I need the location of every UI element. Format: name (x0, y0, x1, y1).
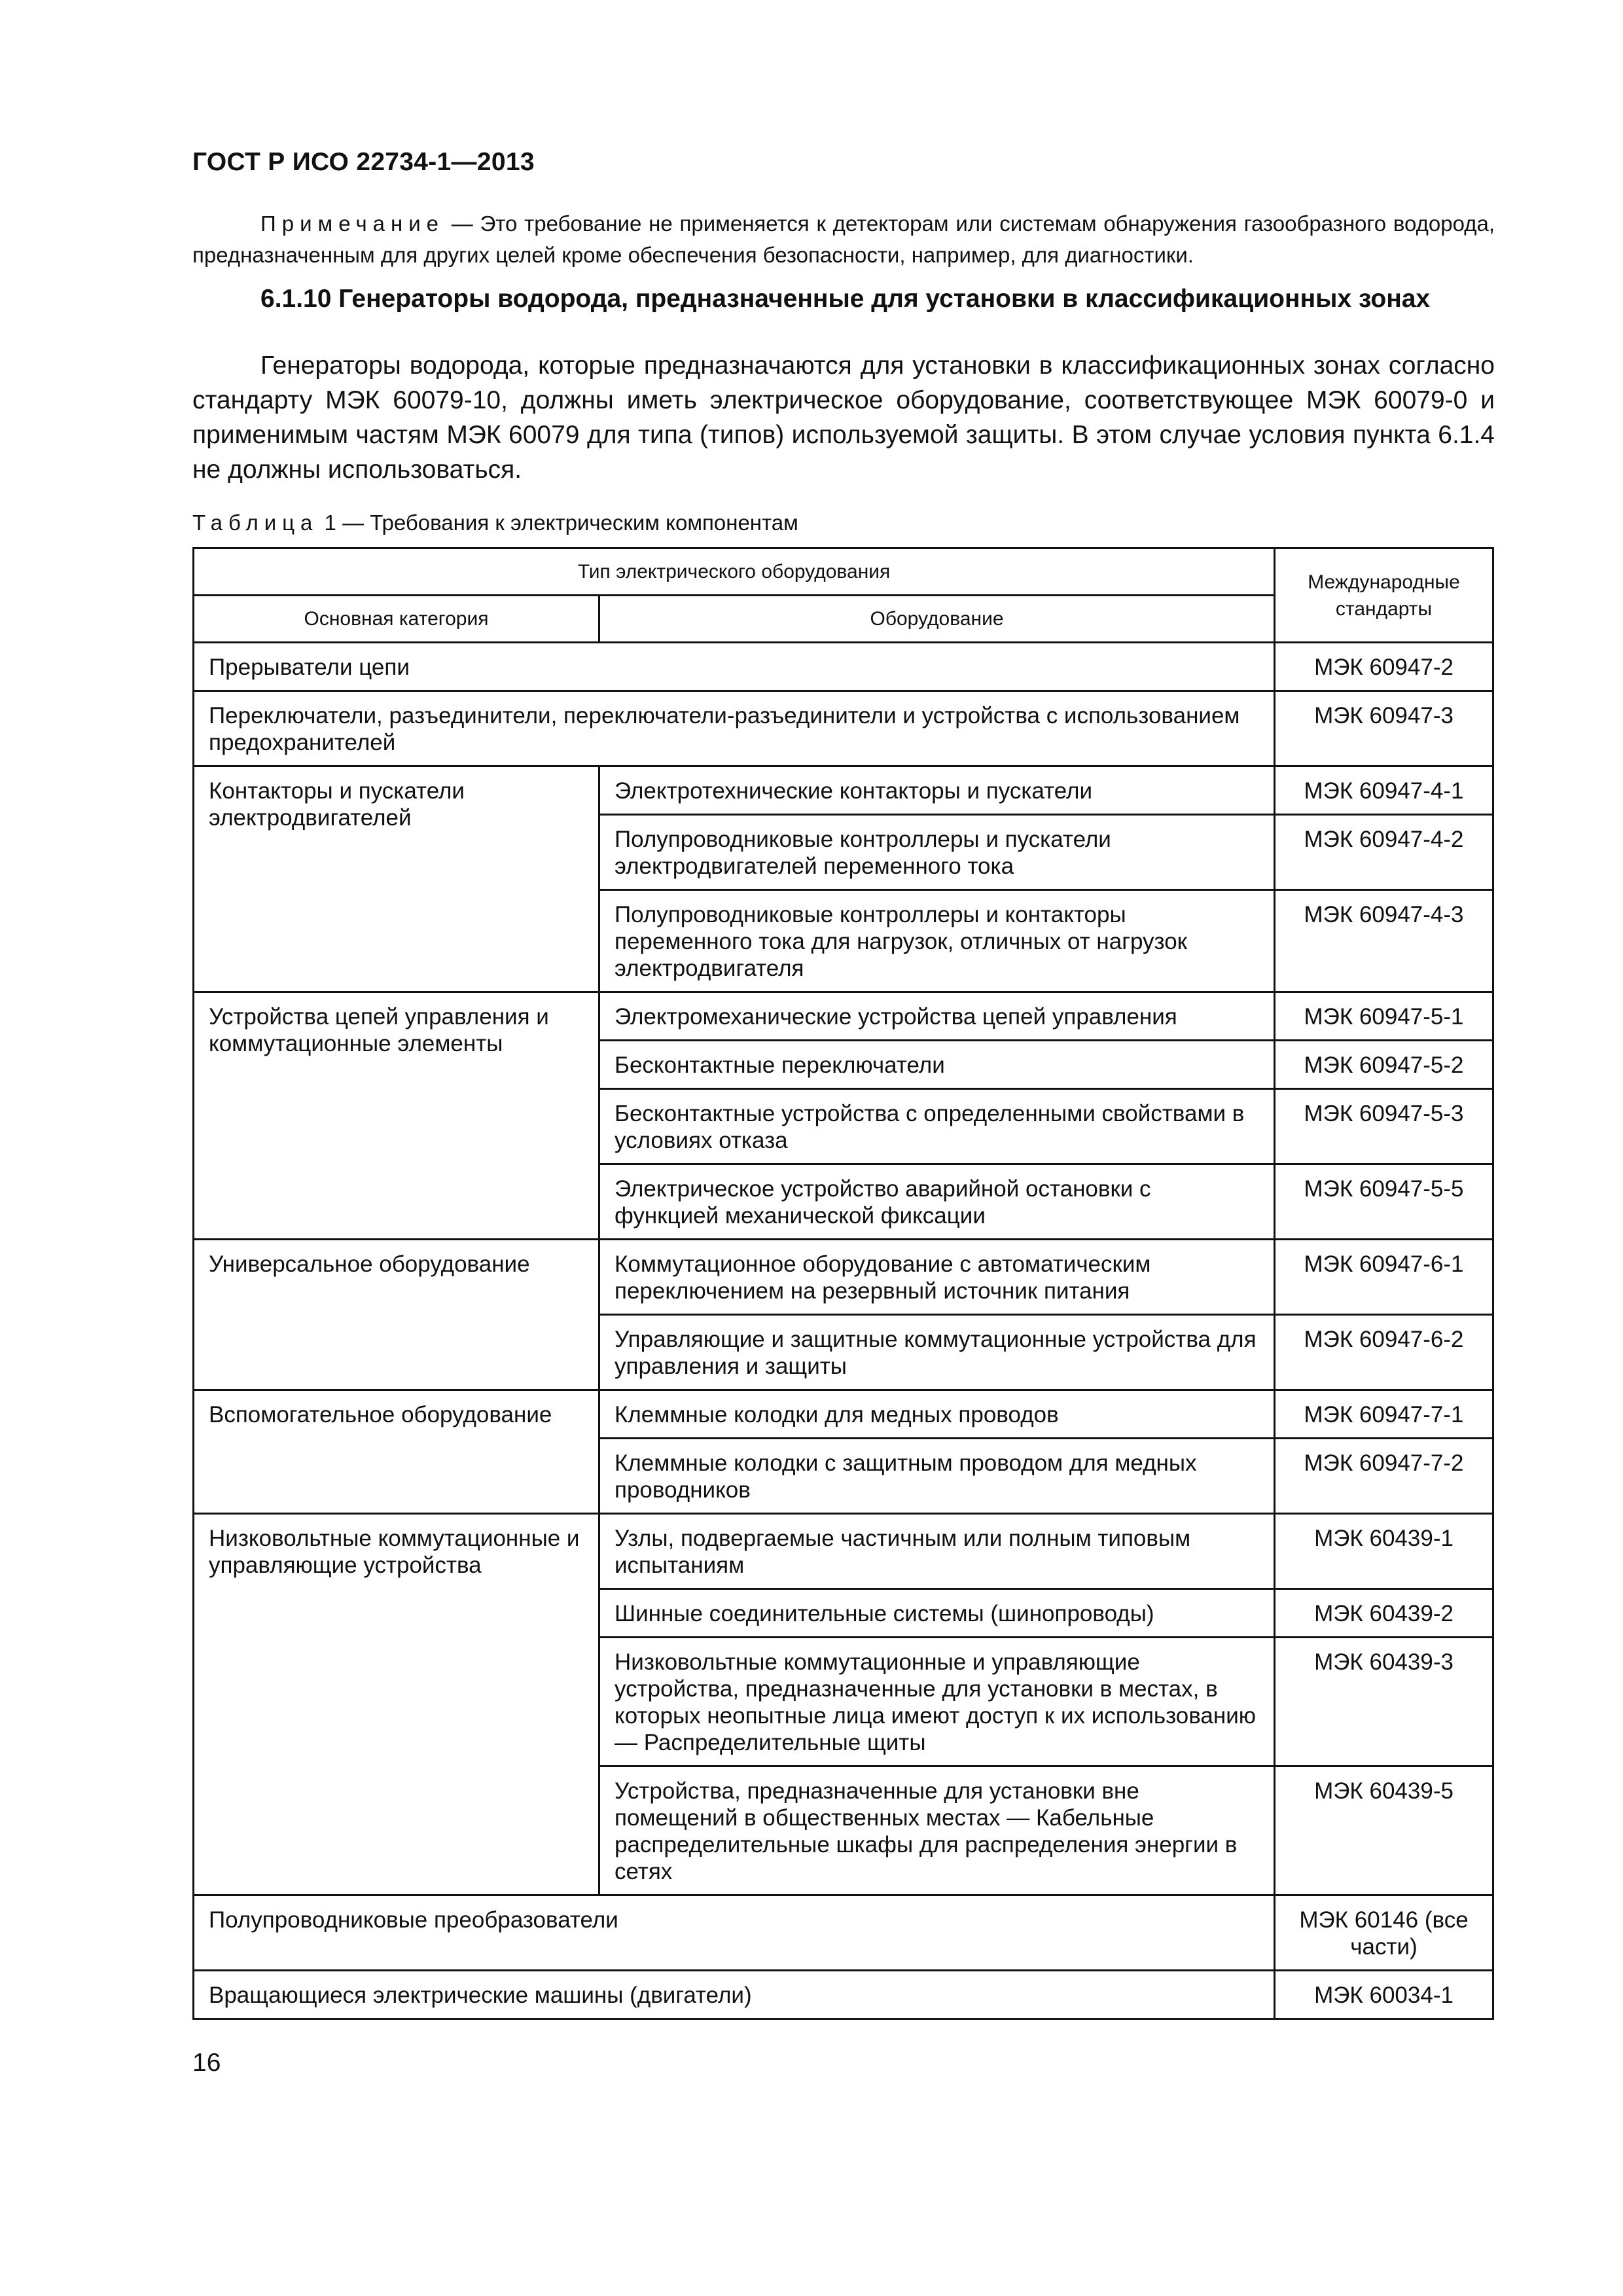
table-row (194, 1895, 1493, 1971)
equipment-cell: Низковольтные коммутационные и управляющие устройства, предназначенные для установки в местах, в которых неопытные лица имеют доступ к их использованию — Распределительные щиты (599, 1638, 1275, 1767)
standard-cell: МЭК 60439-2 (1275, 1589, 1493, 1638)
requirements-table (192, 547, 1494, 2020)
standard-cell: МЭК 60947-3 (1275, 691, 1493, 766)
category-cell: Устройства цепей управления и коммутационные элементы (194, 992, 599, 1240)
standard-cell: МЭК 60947-4-3 (1275, 890, 1493, 992)
standard-cell: МЭК 60947-6-2 (1275, 1315, 1493, 1390)
document-header: ГОСТ Р ИСО 22734-1—2013 (192, 148, 535, 176)
equipment-cell: Бесконтактные устройства с определенными свойствами в условиях отказа (599, 1089, 1275, 1164)
standard-cell: МЭК 60439-3 (1275, 1638, 1493, 1767)
equipment-cell: Бесконтактные переключатели (599, 1041, 1275, 1089)
equipment-cell: Узлы, подвергаемые частичным или полным типовым испытаниям (599, 1514, 1275, 1589)
section-heading: 6.1.10 Генераторы водорода, предназначенные для установки в классификационных зонах (260, 285, 1431, 313)
header-category: Основная категория (194, 596, 599, 643)
table-row (194, 766, 1493, 815)
table-cell: Вращающиеся электрические машины (двигатели) (194, 1971, 1275, 2019)
table-row (194, 1240, 1493, 1315)
table-row (194, 1514, 1493, 1589)
equipment-cell: Шинные соединительные системы (шинопроводы) (599, 1589, 1275, 1638)
standard-cell: МЭК 60947-2 (1275, 643, 1493, 691)
standard-cell: МЭК 60947-5-1 (1275, 992, 1493, 1041)
section-body: Генераторы водорода, которые предназначаются для установки в классификационных зонах согласно стандарту МЭК 60079-10, должны иметь электрическое оборудование, соответствующее МЭК 60079-0 и применимым частям МЭК 60079 для типа (типов) используемой защиты. В этом случае условия пункта 6.1.4 не должны использоваться. (192, 351, 1495, 484)
table-caption (192, 511, 798, 535)
equipment-cell: Управляющие и защитные коммутационные устройства для управления и защиты (599, 1315, 1275, 1390)
equipment-cell: Коммутационное оборудование с автоматическим переключением на резервный источник питания (599, 1240, 1275, 1315)
equipment-cell: Клеммные колодки с защитным проводом для медных проводников (599, 1439, 1275, 1514)
table-cell: Прерыватели цепи (194, 643, 1275, 691)
table-row (194, 1971, 1493, 2019)
table-row (194, 643, 1493, 691)
equipment-cell: Полупроводниковые контроллеры и контакторы переменного тока для нагрузок, отличных от нагрузок электродвигателя (599, 890, 1275, 992)
category-cell: Универсальное оборудование (194, 1240, 599, 1390)
standard-cell: МЭК 60146 (все части) (1275, 1895, 1493, 1971)
note-text: — Это требование не применяется к детекторам или системам обнаружения газообразного водорода, предназначенным для других целей кроме обеспечения безопасности, например, для диагностики. (192, 211, 1495, 267)
category-cell: Контакторы и пускатели электродвигателей (194, 766, 599, 992)
standard-cell: МЭК 60439-1 (1275, 1514, 1493, 1589)
equipment-cell: Полупроводниковые контроллеры и пускатели электродвигателей переменного тока (599, 815, 1275, 890)
equipment-cell: Электромеханические устройства цепей управления (599, 992, 1275, 1041)
standard-cell: МЭК 60034-1 (1275, 1971, 1493, 2019)
standard-cell: МЭК 60947-5-2 (1275, 1041, 1493, 1089)
equipment-cell: Устройства, предназначенные для установки вне помещений в общественных местах — Кабельные распределительные шкафы для распределения энергии в сетях (599, 1767, 1275, 1895)
standard-cell: МЭК 60947-5-3 (1275, 1089, 1493, 1164)
header-equipment-type: Тип электрического оборудования (194, 548, 1275, 596)
table-caption-label: Таблица (192, 511, 319, 535)
standard-cell: МЭК 60439-5 (1275, 1767, 1493, 1895)
table-row (194, 1390, 1493, 1439)
page-number: 16 (192, 2049, 221, 2077)
standard-cell: МЭК 60947-7-1 (1275, 1390, 1493, 1439)
table-row (194, 691, 1493, 766)
header-equipment: Оборудование (599, 596, 1275, 643)
standard-cell: МЭК 60947-7-2 (1275, 1439, 1493, 1514)
category-cell: Вспомогательное оборудование (194, 1390, 599, 1514)
note-label: Примечание (260, 211, 445, 236)
standard-cell: МЭК 60947-4-2 (1275, 815, 1493, 890)
standard-cell: МЭК 60947-6-1 (1275, 1240, 1493, 1315)
equipment-cell: Клеммные колодки для медных проводов (599, 1390, 1275, 1439)
table-row (194, 992, 1493, 1041)
table-cell: Полупроводниковые преобразователи (194, 1895, 1275, 1971)
header-standards: Международные стандарты (1275, 548, 1493, 643)
note-paragraph (192, 208, 1495, 271)
equipment-cell: Электрическое устройство аварийной остановки с функцией механической фиксации (599, 1164, 1275, 1240)
category-cell: Низковольтные коммутационные и управляющие устройства (194, 1514, 599, 1895)
equipment-cell: Электротехнические контакторы и пускатели (599, 766, 1275, 815)
table-header-row (194, 548, 1493, 596)
table-cell: Переключатели, разъединители, переключатели-разъединители и устройства с использованием предохранителей (194, 691, 1275, 766)
standard-cell: МЭК 60947-5-5 (1275, 1164, 1493, 1240)
standard-cell: МЭК 60947-4-1 (1275, 766, 1493, 815)
table-caption-text: 1 — Требования к электрическим компонентам (318, 511, 798, 535)
